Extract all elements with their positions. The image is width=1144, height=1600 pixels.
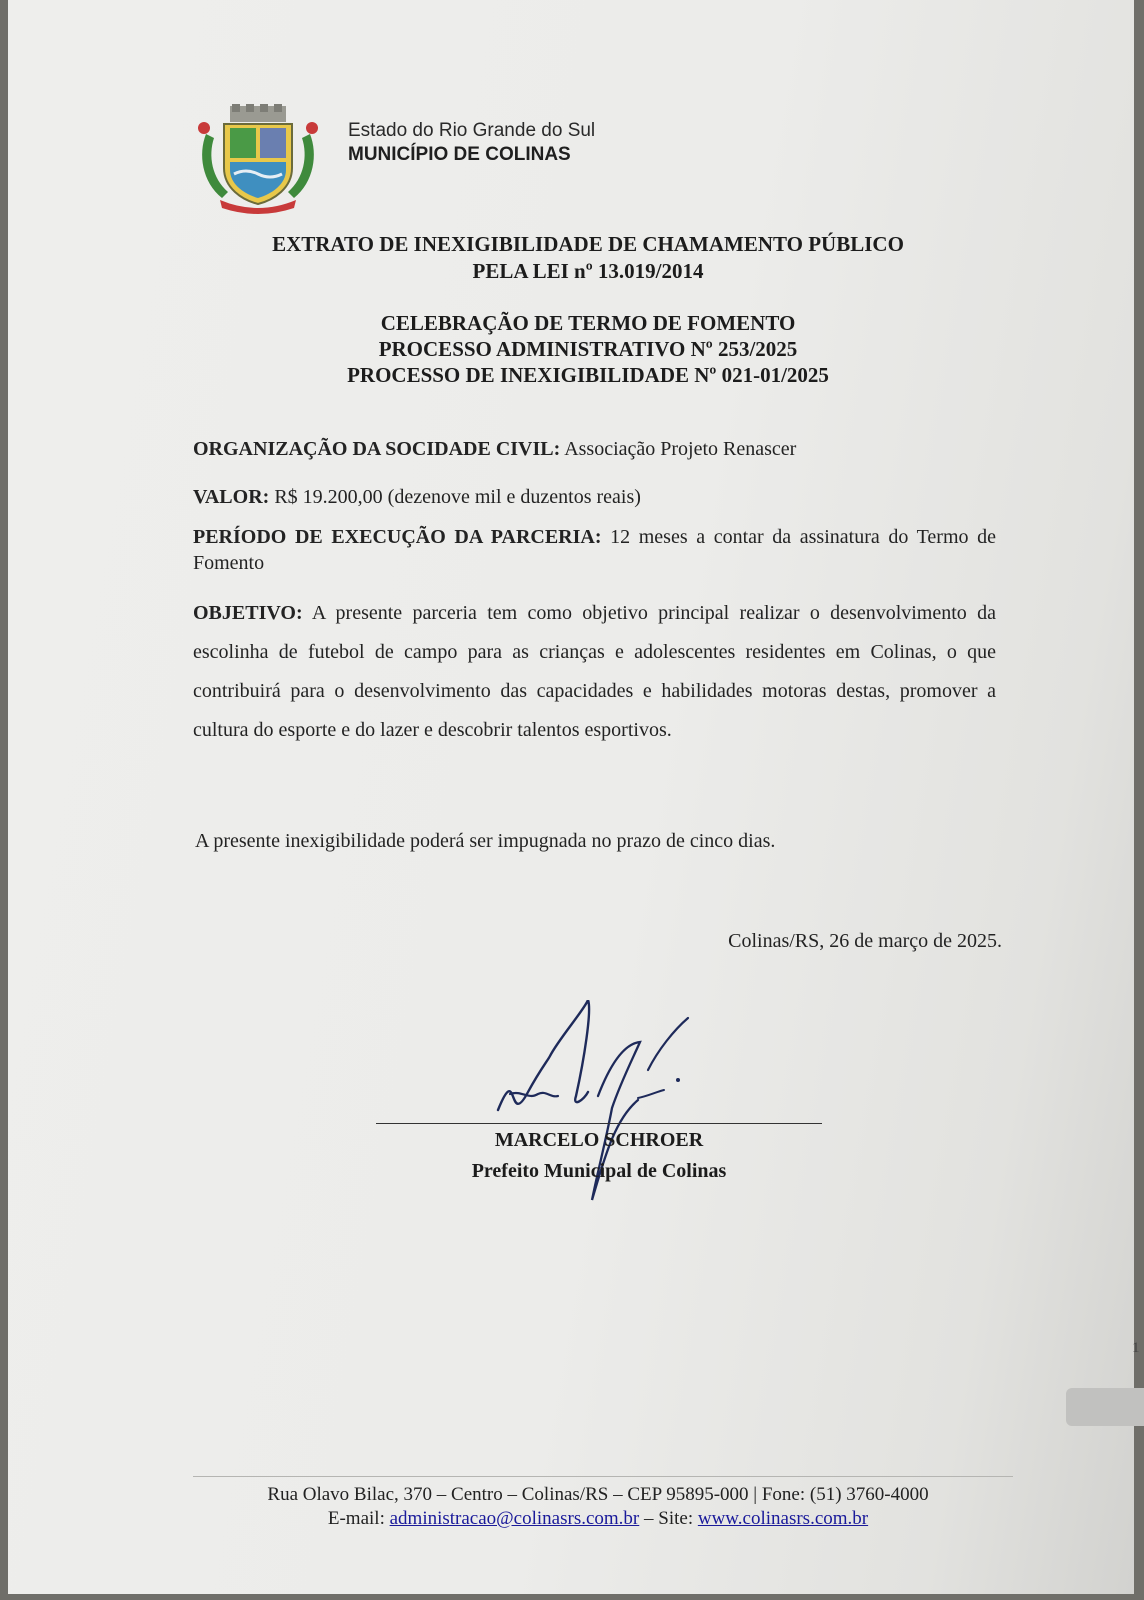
closing-statement: A presente inexigibilidade poderá ser impugnada no prazo de cinco dias. (195, 830, 776, 852)
document-title (188, 231, 988, 285)
subtitle-line-3: PROCESSO DE INEXIGIBILIDADE Nº 021-01/2025 (347, 363, 829, 387)
objective-label: OBJETIVO (193, 602, 296, 624)
subtitle-line-1: CELEBRAÇÃO DE TERMO DE FOMENTO (380, 311, 796, 335)
footer-site-link[interactable]: www.colinasrs.com.br (697, 1508, 869, 1529)
period-field: PERÍODO DE EXECUÇÃO DA PARCERIA: 12 meses a contar da assinatura do Termo de Fomento (193, 526, 996, 574)
signature-line (376, 1123, 822, 1124)
footer-address: Rua Olavo Bilac, 370 – Centro – Colinas/RS – CEP 95895-000 | Fone: (51) 3760-4000 (267, 1484, 929, 1505)
value-label: VALOR (193, 486, 263, 508)
document-page (8, 0, 1140, 1594)
period-label: PERÍODO DE EXECUÇÃO DA PARCERIA (193, 526, 595, 548)
objective-field: OBJETIVO: A presente parceria tem como objetivo principal realizar o desenvolvimento da escolinha de futebol de campo para as crianças e adolescentes residentes em Colinas, o que contribuirá para o desenvolvimento das capacidades e habilidades motoras destas, promover a cultura do esporte e do lazer e descobrir talentos esportivos. (193, 602, 996, 741)
header-state-name: Estado do Rio Grande do Sul (348, 120, 596, 141)
paper-tab-shadow (1066, 1388, 1144, 1426)
page-number: 1 (1132, 1340, 1140, 1356)
signer-role: Prefeito Municipal de Colinas (471, 1160, 727, 1182)
objective-value: A presente parceria tem como objetivo principal realizar o desenvolvimento da escolinha de futebol de campo para as crianças e adolescentes residentes em Colinas, o que contribuirá para o desenvolvimento das capacidades e habilidades motoras destas, promover a cultura do esporte e do lazer e descobrir talentos esportivos. (193, 602, 996, 741)
value-amount: R$ 19.200,00 (dezenove mil e duzentos reais) (274, 486, 641, 508)
value-field: VALOR: R$ 19.200,00 (dezenove mil e duzentos reais) (193, 486, 641, 508)
place-and-date: Colinas/RS, 26 de março de 2025. (728, 930, 1002, 952)
footer-email-label: E-mail: (327, 1508, 385, 1529)
period-value: 12 meses a contar da assinatura do Termo de Fomento (193, 526, 996, 574)
organization-label: ORGANIZAÇÃO DA SOCIDADE CIVIL (193, 438, 554, 460)
organization-field: ORGANIZAÇÃO DA SOCIDADE CIVIL: Associação Projeto Renascer (193, 438, 797, 460)
footer-email-link[interactable]: administracao@colinasrs.com.br (389, 1508, 640, 1529)
footer-contact (188, 1508, 1008, 1530)
title-line-2: PELA LEI nº 13.019/2014 (472, 259, 704, 283)
title-line-1: EXTRATO DE INEXIGIBILIDADE DE CHAMAMENTO PÚBLICO (272, 232, 904, 256)
coat-of-arms-icon (196, 104, 320, 214)
subtitle-line-2: PROCESSO ADMINISTRATIVO Nº 253/2025 (378, 337, 798, 361)
document-subtitle (188, 310, 988, 388)
signer-name: MARCELO SCHROER (494, 1129, 704, 1151)
header-municipality-name: MUNICÍPIO DE COLINAS (348, 144, 571, 165)
footer-site-label: – Site: (644, 1508, 694, 1529)
footer-divider (193, 1476, 1013, 1477)
organization-value: Associação Projeto Renascer (564, 438, 797, 460)
